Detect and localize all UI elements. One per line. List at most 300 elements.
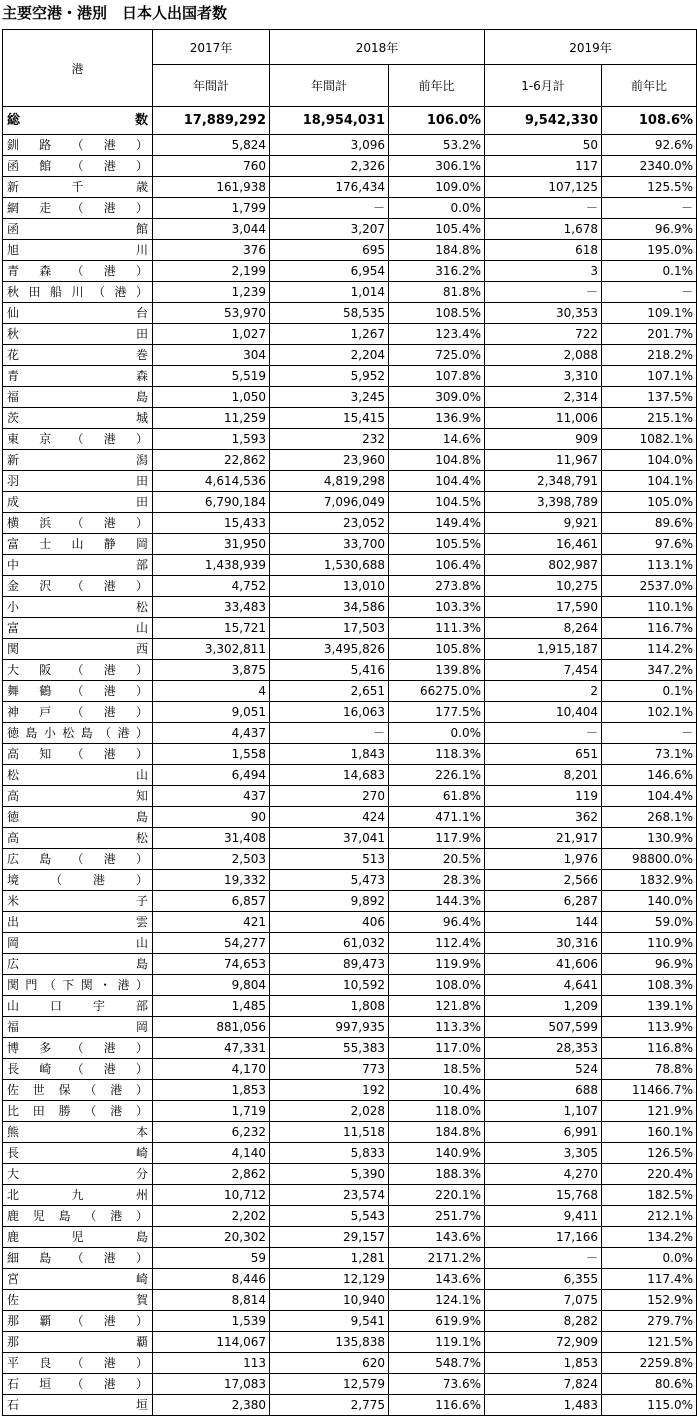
- value-2018: 34,586: [270, 597, 389, 618]
- value-2018: 13,010: [270, 576, 389, 597]
- value-2017: 5,824: [153, 135, 270, 156]
- value-2018: 58,535: [270, 303, 389, 324]
- port-name: 花巻: [3, 345, 153, 366]
- value-2018: 12,129: [270, 1269, 389, 1290]
- table-row: [3, 723, 697, 744]
- value-2018: 1,281: [270, 1248, 389, 1269]
- table-row: [3, 345, 697, 366]
- yoy-2018: 273.8%: [389, 576, 485, 597]
- yoy-2019: 2259.8%: [602, 1353, 697, 1374]
- value-2017: 114,067: [153, 1332, 270, 1353]
- value-2018: 15,415: [270, 408, 389, 429]
- yoy-2019: －: [602, 198, 697, 219]
- value-2018: 1,843: [270, 744, 389, 765]
- value-2019: －: [485, 723, 602, 744]
- table-row: [3, 1353, 697, 1374]
- yoy-2018: 61.8%: [389, 786, 485, 807]
- yoy-2018: 316.2%: [389, 261, 485, 282]
- table-row: [3, 639, 697, 660]
- value-2019: 30,316: [485, 933, 602, 954]
- value-2017: 1,593: [153, 429, 270, 450]
- value-2017: 17,083: [153, 1374, 270, 1395]
- port-name: 比田勝（港）: [3, 1101, 153, 1122]
- yoy-2019: 182.5%: [602, 1185, 697, 1206]
- table-row: [3, 198, 697, 219]
- value-2019: 524: [485, 1059, 602, 1080]
- value-2017: 6,494: [153, 765, 270, 786]
- value-2019: 4,270: [485, 1164, 602, 1185]
- port-name: 境（港）: [3, 870, 153, 891]
- value-2019: 30,353: [485, 303, 602, 324]
- value-2017: 6,790,184: [153, 492, 270, 513]
- value-2017: 31,408: [153, 828, 270, 849]
- value-2019: 909: [485, 429, 602, 450]
- yoy-2019: 121.5%: [602, 1332, 697, 1353]
- port-name: 青森（港）: [3, 261, 153, 282]
- yoy-2019: 110.1%: [602, 597, 697, 618]
- yoy-2018: 104.4%: [389, 471, 485, 492]
- port-name: 福岡: [3, 1017, 153, 1038]
- value-2017: 31,950: [153, 534, 270, 555]
- value-2018: 5,543: [270, 1206, 389, 1227]
- table-row: [3, 1311, 697, 1332]
- yoy-2018: 306.1%: [389, 156, 485, 177]
- yoy-2019: 89.6%: [602, 513, 697, 534]
- yoy-2018: 104.8%: [389, 450, 485, 471]
- yoy-2019: 139.1%: [602, 996, 697, 1017]
- port-name: 佐世保（港）: [3, 1080, 153, 1101]
- value-2018: 3,207: [270, 219, 389, 240]
- value-2019: 41,606: [485, 954, 602, 975]
- yoy-2019: 140.0%: [602, 891, 697, 912]
- value-2017: 19,332: [153, 870, 270, 891]
- yoy-2018: 119.1%: [389, 1332, 485, 1353]
- yoy-2018: 73.6%: [389, 1374, 485, 1395]
- value-2018: 3,245: [270, 387, 389, 408]
- port-name: 長崎: [3, 1143, 153, 1164]
- port-name: 出雲: [3, 912, 153, 933]
- table-row: [3, 534, 697, 555]
- yoy-2019: 130.9%: [602, 828, 697, 849]
- yoy-2019: －: [602, 723, 697, 744]
- yoy-2018: 309.0%: [389, 387, 485, 408]
- table-row: [3, 576, 697, 597]
- value-2017: 113: [153, 1353, 270, 1374]
- port-name: 宮崎: [3, 1269, 153, 1290]
- port-name: 釧路（港）: [3, 135, 153, 156]
- table-row: [3, 156, 697, 177]
- value-2017: 90: [153, 807, 270, 828]
- value-2017: 20,302: [153, 1227, 270, 1248]
- table-row: [3, 1101, 697, 1122]
- value-2017: 59: [153, 1248, 270, 1269]
- yoy-2019: 104.1%: [602, 471, 697, 492]
- port-name: 北九州: [3, 1185, 153, 1206]
- port-name: 米子: [3, 891, 153, 912]
- yoy-2018: 107.8%: [389, 366, 485, 387]
- value-2017: 3,044: [153, 219, 270, 240]
- yoy-2019: 1832.9%: [602, 870, 697, 891]
- yoy-2018: 116.6%: [389, 1395, 485, 1416]
- value-2019: 688: [485, 1080, 602, 1101]
- page-title: 主要空港・港別 日本人出国者数: [2, 4, 228, 22]
- value-2019: 7,075: [485, 1290, 602, 1311]
- table-row: [3, 366, 697, 387]
- port-name: 秋田: [3, 324, 153, 345]
- table-row: [3, 555, 697, 576]
- yoy-2018: 105.8%: [389, 639, 485, 660]
- table-row: [3, 996, 697, 1017]
- value-2018: 89,473: [270, 954, 389, 975]
- value-2018: 1,267: [270, 324, 389, 345]
- value-2017: 9,804: [153, 975, 270, 996]
- value-2017: 2,380: [153, 1395, 270, 1416]
- yoy-2018: 117.9%: [389, 828, 485, 849]
- value-2019: 8,201: [485, 765, 602, 786]
- port-name: 高知（港）: [3, 744, 153, 765]
- yoy-2018: 113.3%: [389, 1017, 485, 1038]
- total-yoy-2019: 108.6%: [602, 107, 697, 135]
- value-2017: 161,938: [153, 177, 270, 198]
- table-row: [3, 660, 697, 681]
- value-2019: 28,353: [485, 1038, 602, 1059]
- yoy-2019: 134.2%: [602, 1227, 697, 1248]
- yoy-2019: 0.1%: [602, 681, 697, 702]
- port-name: 熊本: [3, 1122, 153, 1143]
- table-row: [3, 177, 697, 198]
- header-annual-2017: 年間計: [153, 65, 270, 107]
- value-2018: 11,518: [270, 1122, 389, 1143]
- yoy-2019: 220.4%: [602, 1164, 697, 1185]
- table-row: [3, 786, 697, 807]
- value-2019: 9,411: [485, 1206, 602, 1227]
- yoy-2018: 144.3%: [389, 891, 485, 912]
- yoy-2019: －: [602, 282, 697, 303]
- header-year-2017: 2017年: [153, 30, 270, 65]
- port-name: 羽田: [3, 471, 153, 492]
- yoy-2018: 66275.0%: [389, 681, 485, 702]
- yoy-2018: 725.0%: [389, 345, 485, 366]
- port-name: 長崎（港）: [3, 1059, 153, 1080]
- port-name: 博多（港）: [3, 1038, 153, 1059]
- value-2018: 61,032: [270, 933, 389, 954]
- port-name: 成田: [3, 492, 153, 513]
- value-2019: 119: [485, 786, 602, 807]
- value-2018: 135,838: [270, 1332, 389, 1353]
- value-2018: 620: [270, 1353, 389, 1374]
- yoy-2018: 143.6%: [389, 1227, 485, 1248]
- yoy-2019: 279.7%: [602, 1311, 697, 1332]
- table-row: [3, 1395, 697, 1416]
- port-name: 大阪（港）: [3, 660, 153, 681]
- yoy-2018: 143.6%: [389, 1269, 485, 1290]
- port-name: 神戸（港）: [3, 702, 153, 723]
- value-2018: 1,808: [270, 996, 389, 1017]
- port-name: 高知: [3, 786, 153, 807]
- value-2017: 2,199: [153, 261, 270, 282]
- table-row: [3, 975, 697, 996]
- value-2017: 4,170: [153, 1059, 270, 1080]
- table-row: [3, 933, 697, 954]
- yoy-2019: 114.2%: [602, 639, 697, 660]
- value-2018: 1,530,688: [270, 555, 389, 576]
- port-name: 広島: [3, 954, 153, 975]
- yoy-2019: 201.7%: [602, 324, 697, 345]
- yoy-2019: 347.2%: [602, 660, 697, 681]
- port-name: 函館: [3, 219, 153, 240]
- value-2019: 3,305: [485, 1143, 602, 1164]
- port-name: 関西: [3, 639, 153, 660]
- port-name: 中部: [3, 555, 153, 576]
- yoy-2019: 2340.0%: [602, 156, 697, 177]
- value-2017: 53,970: [153, 303, 270, 324]
- yoy-2018: 10.4%: [389, 1080, 485, 1101]
- yoy-2018: 108.5%: [389, 303, 485, 324]
- value-2019: 802,987: [485, 555, 602, 576]
- yoy-2019: 98800.0%: [602, 849, 697, 870]
- yoy-2018: 619.9%: [389, 1311, 485, 1332]
- table-row: [3, 1122, 697, 1143]
- value-2019: 2,314: [485, 387, 602, 408]
- value-2018: 2,204: [270, 345, 389, 366]
- yoy-2018: 2171.2%: [389, 1248, 485, 1269]
- port-name: 東京（港）: [3, 429, 153, 450]
- table-row: [3, 324, 697, 345]
- yoy-2018: 20.5%: [389, 849, 485, 870]
- value-2019: －: [485, 1248, 602, 1269]
- yoy-2019: 59.0%: [602, 912, 697, 933]
- value-2017: 437: [153, 786, 270, 807]
- table-row: [3, 618, 697, 639]
- value-2019: 2,348,791: [485, 471, 602, 492]
- value-2018: 6,954: [270, 261, 389, 282]
- port-name: 関門（下関・港）: [3, 975, 153, 996]
- value-2019: 3: [485, 261, 602, 282]
- value-2017: 4,437: [153, 723, 270, 744]
- value-2018: 406: [270, 912, 389, 933]
- table-row: [3, 240, 697, 261]
- port-name: 横浜（港）: [3, 513, 153, 534]
- total-2019: 9,542,330: [485, 107, 602, 135]
- header-port: 港: [3, 30, 153, 107]
- value-2017: 3,302,811: [153, 639, 270, 660]
- yoy-2019: 113.1%: [602, 555, 697, 576]
- value-2018: 14,683: [270, 765, 389, 786]
- total-yoy-2018: 106.0%: [389, 107, 485, 135]
- value-2019: 1,678: [485, 219, 602, 240]
- yoy-2019: 212.1%: [602, 1206, 697, 1227]
- port-name: 松山: [3, 765, 153, 786]
- yoy-2018: 103.3%: [389, 597, 485, 618]
- table-row: [3, 261, 697, 282]
- yoy-2019: 97.6%: [602, 534, 697, 555]
- table-row: [3, 135, 697, 156]
- yoy-2018: 226.1%: [389, 765, 485, 786]
- value-2018: －: [270, 198, 389, 219]
- yoy-2018: 111.3%: [389, 618, 485, 639]
- value-2019: 6,991: [485, 1122, 602, 1143]
- port-name: 鹿児島（港）: [3, 1206, 153, 1227]
- value-2017: 1,485: [153, 996, 270, 1017]
- port-name: 徳島: [3, 807, 153, 828]
- yoy-2018: 140.9%: [389, 1143, 485, 1164]
- port-name: 那覇: [3, 1332, 153, 1353]
- value-2018: 55,383: [270, 1038, 389, 1059]
- yoy-2019: 116.8%: [602, 1038, 697, 1059]
- value-2019: 50: [485, 135, 602, 156]
- value-2017: 4,614,536: [153, 471, 270, 492]
- table-row: [3, 807, 697, 828]
- table-row: [3, 1269, 697, 1290]
- value-2017: 47,331: [153, 1038, 270, 1059]
- value-2018: 37,041: [270, 828, 389, 849]
- port-name: 高松: [3, 828, 153, 849]
- port-name: 舞鶴（港）: [3, 681, 153, 702]
- yoy-2019: 218.2%: [602, 345, 697, 366]
- value-2017: 4: [153, 681, 270, 702]
- value-2017: 54,277: [153, 933, 270, 954]
- value-2019: 618: [485, 240, 602, 261]
- value-2019: 21,917: [485, 828, 602, 849]
- port-name: 函館（港）: [3, 156, 153, 177]
- value-2019: 1,915,187: [485, 639, 602, 660]
- value-2019: 9,921: [485, 513, 602, 534]
- value-2019: 4,641: [485, 975, 602, 996]
- value-2018: 2,326: [270, 156, 389, 177]
- value-2019: 16,461: [485, 534, 602, 555]
- value-2017: 2,202: [153, 1206, 270, 1227]
- value-2018: 695: [270, 240, 389, 261]
- value-2019: 117: [485, 156, 602, 177]
- yoy-2018: 220.1%: [389, 1185, 485, 1206]
- table-row: [3, 387, 697, 408]
- yoy-2018: 112.4%: [389, 933, 485, 954]
- port-name: 富山: [3, 618, 153, 639]
- yoy-2019: 107.1%: [602, 366, 697, 387]
- value-2018: －: [270, 723, 389, 744]
- table-row: [3, 597, 697, 618]
- yoy-2019: 117.4%: [602, 1269, 697, 1290]
- yoy-2018: 119.9%: [389, 954, 485, 975]
- value-2018: 23,052: [270, 513, 389, 534]
- port-name: 富士山静岡: [3, 534, 153, 555]
- yoy-2018: 53.2%: [389, 135, 485, 156]
- value-2018: 7,096,049: [270, 492, 389, 513]
- table-row: [3, 450, 697, 471]
- value-2019: －: [485, 198, 602, 219]
- value-2018: 2,651: [270, 681, 389, 702]
- yoy-2019: 11466.7%: [602, 1080, 697, 1101]
- value-2017: 1,719: [153, 1101, 270, 1122]
- value-2019: 1,209: [485, 996, 602, 1017]
- table-row: [3, 492, 697, 513]
- port-name: 青森: [3, 366, 153, 387]
- table-row: [3, 1374, 697, 1395]
- table-row: [3, 1164, 697, 1185]
- port-name: 那覇（港）: [3, 1311, 153, 1332]
- table-row: [3, 1206, 697, 1227]
- table-row: [3, 303, 697, 324]
- port-name: 福島: [3, 387, 153, 408]
- yoy-2019: 116.7%: [602, 618, 697, 639]
- yoy-2019: 0.1%: [602, 261, 697, 282]
- table-header: [3, 30, 697, 107]
- yoy-2019: 137.5%: [602, 387, 697, 408]
- table-row: [3, 1038, 697, 1059]
- yoy-2018: 14.6%: [389, 429, 485, 450]
- yoy-2019: 104.0%: [602, 450, 697, 471]
- value-2019: 1,853: [485, 1353, 602, 1374]
- value-2017: 1,050: [153, 387, 270, 408]
- port-name: 仙台: [3, 303, 153, 324]
- yoy-2018: 188.3%: [389, 1164, 485, 1185]
- value-2017: 1,239: [153, 282, 270, 303]
- value-2019: 11,006: [485, 408, 602, 429]
- port-name: 広島（港）: [3, 849, 153, 870]
- table-row: [3, 219, 697, 240]
- port-name: 茨城: [3, 408, 153, 429]
- yoy-2019: 268.1%: [602, 807, 697, 828]
- value-2018: 192: [270, 1080, 389, 1101]
- total-label: 総数: [3, 107, 153, 135]
- value-2019: 10,404: [485, 702, 602, 723]
- yoy-2018: 109.0%: [389, 177, 485, 198]
- yoy-2018: 28.3%: [389, 870, 485, 891]
- yoy-2018: 548.7%: [389, 1353, 485, 1374]
- value-2018: 33,700: [270, 534, 389, 555]
- value-2017: 10,712: [153, 1185, 270, 1206]
- yoy-2018: 118.3%: [389, 744, 485, 765]
- yoy-2018: 177.5%: [389, 702, 485, 723]
- value-2019: 11,967: [485, 450, 602, 471]
- yoy-2018: 18.5%: [389, 1059, 485, 1080]
- table-row: [3, 891, 697, 912]
- port-name: 岡山: [3, 933, 153, 954]
- table-row: [3, 513, 697, 534]
- value-2017: 2,503: [153, 849, 270, 870]
- yoy-2018: 149.4%: [389, 513, 485, 534]
- value-2018: 16,063: [270, 702, 389, 723]
- yoy-2018: 123.4%: [389, 324, 485, 345]
- yoy-2019: 146.6%: [602, 765, 697, 786]
- yoy-2018: 106.4%: [389, 555, 485, 576]
- value-2017: 11,259: [153, 408, 270, 429]
- value-2017: 9,051: [153, 702, 270, 723]
- value-2017: 3,875: [153, 660, 270, 681]
- value-2017: 421: [153, 912, 270, 933]
- yoy-2019: 1082.1%: [602, 429, 697, 450]
- value-2018: 3,096: [270, 135, 389, 156]
- value-2018: 513: [270, 849, 389, 870]
- value-2019: 6,287: [485, 891, 602, 912]
- value-2017: 1,027: [153, 324, 270, 345]
- value-2019: 8,264: [485, 618, 602, 639]
- yoy-2019: 92.6%: [602, 135, 697, 156]
- value-2018: 17,503: [270, 618, 389, 639]
- value-2019: 72,909: [485, 1332, 602, 1353]
- yoy-2018: 81.8%: [389, 282, 485, 303]
- port-name: 旭川: [3, 240, 153, 261]
- yoy-2018: 104.5%: [389, 492, 485, 513]
- port-name: 鹿児島: [3, 1227, 153, 1248]
- value-2017: 15,433: [153, 513, 270, 534]
- value-2018: 4,819,298: [270, 471, 389, 492]
- value-2018: 2,028: [270, 1101, 389, 1122]
- value-2017: 8,446: [153, 1269, 270, 1290]
- table-row: [3, 954, 697, 975]
- value-2019: 1,976: [485, 849, 602, 870]
- port-name: 佐賀: [3, 1290, 153, 1311]
